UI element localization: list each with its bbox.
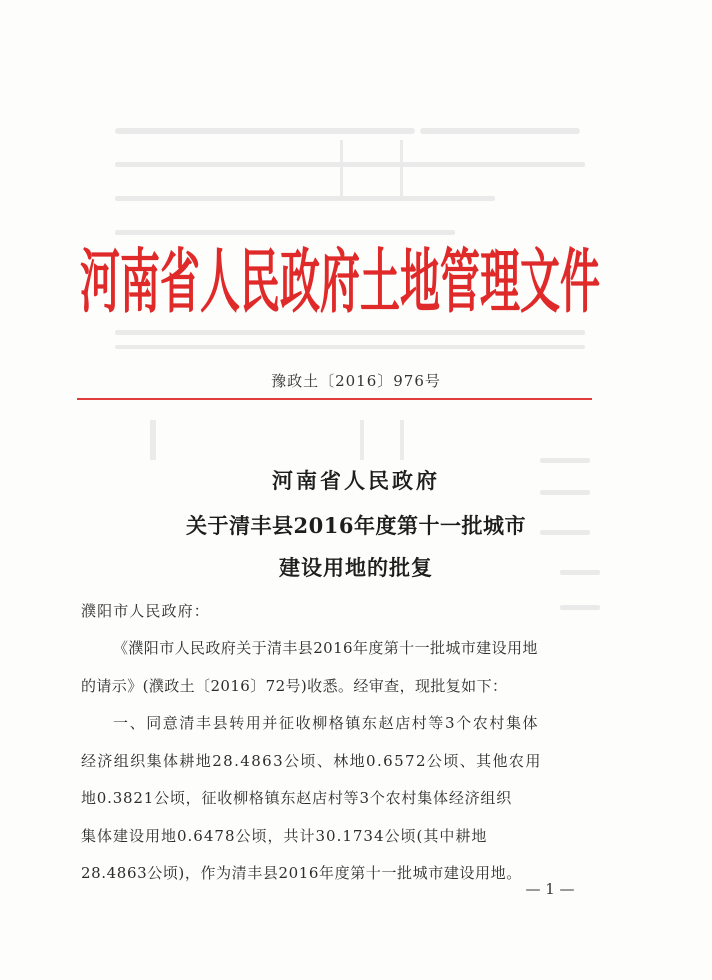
- masthead-title: 河南省人民政府土地管理文件: [80, 240, 600, 318]
- salutation: 濮阳市人民政府：: [81, 602, 210, 620]
- title-line-3: 建设用地的批复: [279, 555, 433, 580]
- body-line: 地0.3821公顷，征收柳格镇东赵店村等3个农村集体经济组织: [81, 789, 513, 807]
- document-number: 豫政土〔2016〕976号: [271, 372, 441, 390]
- body-line: 集体建设用地0.6478公顷，共计30.1734公顷(其中耕地: [81, 827, 488, 845]
- title-line-2: 关于清丰县2016年度第十一批城市: [186, 513, 526, 538]
- body-line: 28.4863公顷)，作为清丰县2016年度第十一批城市建设用地。: [81, 864, 522, 882]
- page-number: — 1 —: [525, 880, 575, 898]
- body-line: 一、同意清丰县转用并征收柳格镇东赵店村等3个农村集体: [113, 714, 540, 732]
- body-line: 经济组织集体耕地28.4863公顷、林地0.6572公顷、其他农用: [81, 752, 542, 770]
- body-line: 的请示》(濮政土〔2016〕72号)收悉。经审查，现批复如下：: [81, 677, 508, 695]
- body-line: 《濮阳市人民政府关于清丰县2016年度第十一批城市建设用地: [113, 639, 538, 657]
- title-line-1: 河南省人民政府: [272, 468, 440, 493]
- masthead: [80, 228, 600, 318]
- red-divider: [77, 398, 592, 400]
